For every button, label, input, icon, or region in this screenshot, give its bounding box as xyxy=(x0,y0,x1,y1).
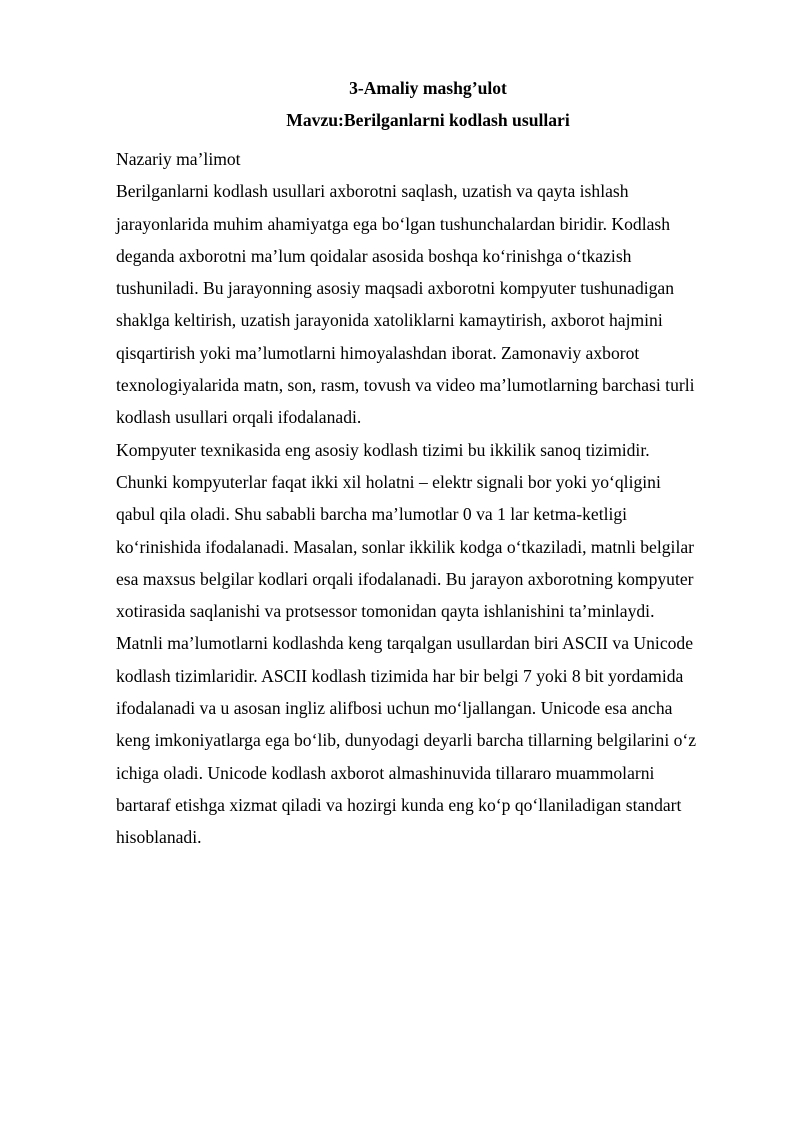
body-line: ko‘rinishida ifodalanadi. Masalan, sonlar ikkilik kodga o‘tkaziladi, matnli belgilar xyxy=(116,536,694,557)
body-line: kodlash tizimlaridir. ASCII kodlash tizimida har bir belgi 7 yoki 8 bit yordamida xyxy=(116,665,684,686)
body-line: qisqartirish yoki ma’lumotlarni himoyalashdan iborat. Zamonaviy axborot xyxy=(116,342,640,363)
body-line: Berilganlarni kodlash usullari axborotni saqlash, uzatish va qayta ishlash xyxy=(116,181,629,202)
document-title: 3-Amaliy mashg’ulot xyxy=(349,78,507,98)
body-line: keng imkoniyatlarga ega bo‘lib, dunyodagi deyarli barcha tillarning belgilarini o‘z xyxy=(116,730,697,751)
body-line: hisoblanadi. xyxy=(116,827,202,848)
body-line: bartaraf etishga xizmat qiladi va hozirgi kunda eng ko‘p qo‘llaniladigan standart xyxy=(116,794,682,815)
body-line: Matnli ma’lumotlarni kodlashda keng tarqalgan usullardan biri ASCII va Unicode xyxy=(116,633,694,654)
body-line: deganda axborotni ma’lum qoidalar asosida boshqa ko‘rinishga o‘tkazish xyxy=(116,245,632,266)
document-subtitle: Mavzu:Berilganlarni kodlash usullari xyxy=(286,110,570,130)
body-line: ichiga oladi. Unicode kodlash axborot almashinuvida tillararo muammolarni xyxy=(116,762,655,783)
body-line: qabul qila oladi. Shu sababli barcha ma’lumotlar 0 va 1 lar ketma-ketligi xyxy=(116,504,628,525)
document-body xyxy=(116,143,756,854)
body-line: Chunki kompyuterlar faqat ikki xil holatni – elektr signali bor yoki yo‘qligini xyxy=(116,471,661,492)
body-line: esa maxsus belgilar kodlari orqali ifodalanadi. Bu jarayon axborotning kompyuter xyxy=(116,568,694,589)
body-line: texnologiyalarida matn, son, rasm, tovush va video ma’lumotlarning barchasi turli xyxy=(116,375,695,396)
body-line: kodlash usullari orqali ifodalanadi. xyxy=(116,407,362,428)
body-line: xotirasida saqlanishi va protsessor tomonidan qayta ishlanishini ta’minlaydi. xyxy=(116,601,655,622)
body-line: Kompyuter texnikasida eng asosiy kodlash tizimi bu ikkilik sanoq tizimidir. xyxy=(116,439,650,460)
body-line: jarayonlarida muhim ahamiyatga ega bo‘lgan tushunchalardan biridir. Kodlash xyxy=(116,213,671,234)
body-line: shaklga keltirish, uzatish jarayonida xatoliklarni kamaytirish, axborot hajmini xyxy=(116,310,663,331)
body-line: ifodalanadi va u asosan ingliz alifbosi uchun mo‘ljallangan. Unicode esa ancha xyxy=(116,698,673,719)
body-line: tushuniladi. Bu jarayonning asosiy maqsadi axborotni kompyuter tushunadigan xyxy=(116,278,675,299)
section-label: Nazariy ma’limot xyxy=(116,149,241,169)
